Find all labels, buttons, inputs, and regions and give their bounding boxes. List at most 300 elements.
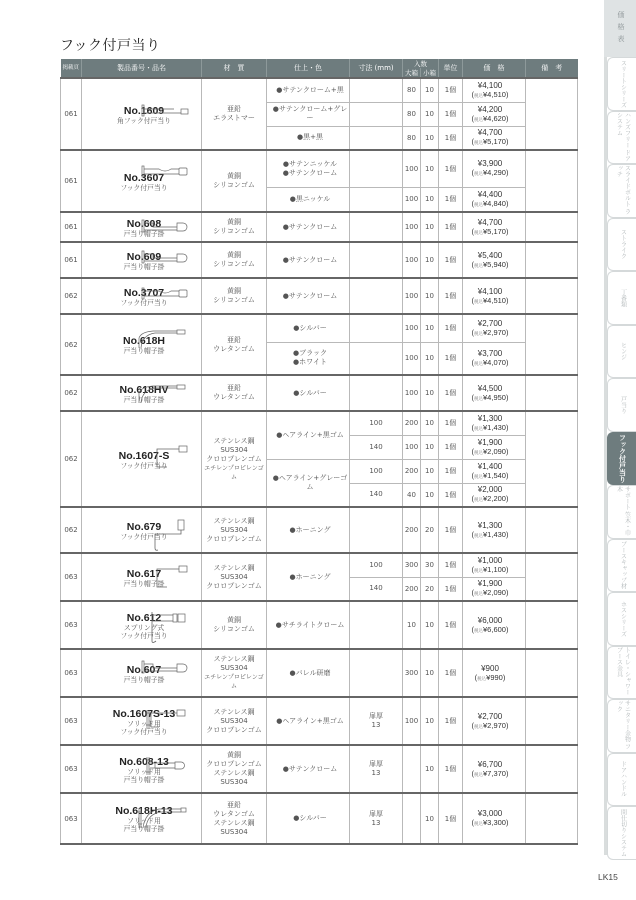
price-with-tax: (税込¥4,840): [471, 198, 509, 208]
tax-price: ¥7,370: [483, 768, 506, 778]
hook-doorstop-icon: [141, 164, 189, 180]
material-cell: [202, 212, 267, 242]
sidebar-tab[interactable]: [607, 592, 636, 646]
qty-large-cell: 80: [403, 126, 421, 150]
qty-large-cell: 100: [403, 187, 421, 212]
qty-large-cell: 200: [403, 459, 421, 483]
tax-label: 税込: [474, 298, 484, 304]
material-line: エチレンプロピレンゴム: [204, 464, 264, 481]
material-line: ステンレス鋼: [213, 769, 255, 777]
finish-line: ●サテンニッケル: [282, 159, 338, 168]
catalog-page: 063: [61, 553, 82, 601]
finish-cell: [267, 745, 350, 793]
price-cell: [463, 342, 526, 375]
unit-cell: 1個: [439, 212, 463, 242]
page-title: フック付戸当り: [60, 38, 161, 54]
finish-cell: [267, 553, 350, 601]
material-cell: [202, 507, 267, 553]
material-line: 亜鉛: [227, 335, 241, 344]
table-row: [61, 375, 578, 411]
tax-price: ¥4,290: [483, 168, 506, 178]
price: ¥6,700: [477, 759, 503, 769]
material-line: SUS304: [220, 778, 248, 786]
product-cell: [82, 375, 202, 411]
catalog-page: 063: [61, 745, 82, 793]
sidebar-tab-label: ヒンジ: [619, 342, 627, 361]
size-cell: [350, 342, 403, 375]
price-with-tax: (税込¥1,430): [471, 529, 509, 539]
price-cell: [463, 459, 526, 483]
price-cell: [463, 649, 526, 697]
price: ¥6,000: [477, 615, 503, 625]
finish-cell: [267, 187, 350, 212]
product-cell: [82, 697, 202, 745]
sidebar-tab-label: ドアハンドル: [619, 761, 627, 798]
qty-large-cell: [403, 793, 421, 844]
table-header: [61, 59, 578, 78]
material-line: シリコンゴム: [213, 625, 255, 633]
hat-hook-doorstop-icon: [141, 219, 189, 235]
finish-line: ●ホワイト: [293, 358, 327, 367]
size-cell: 扉厚 13: [350, 697, 403, 745]
unit-cell: 1個: [439, 375, 463, 411]
qty-small-cell: 10: [421, 242, 439, 278]
price-with-tax: (税込¥2,200): [471, 494, 509, 504]
product-name: フック付戸当り: [120, 631, 168, 640]
product-group: [61, 601, 578, 649]
c-hook-doorstop-icon: [149, 564, 189, 592]
material-line: SUS304: [220, 445, 248, 454]
product-number: No.618HV: [119, 383, 169, 396]
material-line: ステンレス鋼: [213, 818, 255, 827]
price: ¥3,900: [477, 159, 503, 169]
sidebar-tab[interactable]: [607, 753, 636, 807]
sidebar-tab[interactable]: [607, 218, 636, 272]
unit-cell: 1個: [439, 507, 463, 553]
finish-line: ●サテンクローム: [282, 291, 338, 300]
material-line: SUS304: [220, 716, 248, 725]
qty-large-cell: 100: [403, 342, 421, 375]
catalog-page: 061: [61, 78, 82, 150]
size-cell: [350, 314, 403, 342]
tax-label: 税込: [474, 171, 484, 177]
notes-cell: [526, 793, 578, 844]
sidebar-tab[interactable]: [607, 699, 636, 753]
product-group: [61, 411, 578, 507]
material-line: ステンレス鋼: [213, 655, 255, 663]
price: ¥900: [481, 663, 499, 673]
finish-cell: [267, 697, 350, 745]
unit-cell: 1個: [439, 649, 463, 697]
notes-cell: [526, 601, 578, 649]
qty-large-cell: 100: [403, 435, 421, 459]
table-row: [61, 411, 578, 435]
header-material: 材 質: [202, 59, 267, 78]
tax-label: 税込: [474, 723, 484, 729]
material-line: SUS304: [220, 664, 248, 672]
finish-cell: [267, 278, 350, 314]
unit-cell: 1個: [439, 102, 463, 126]
material-line: シリコンゴム: [213, 227, 255, 235]
qty-small-cell: 10: [421, 212, 439, 242]
price: ¥3,700: [477, 348, 503, 358]
product-number: No.617: [126, 567, 162, 580]
tax-price: ¥5,940: [483, 259, 506, 269]
qty-large-cell: 10: [403, 601, 421, 649]
finish-line: ●サテンクローム+グレー: [272, 105, 348, 122]
material-line: 黄銅: [227, 251, 241, 259]
product-number: No.607: [126, 663, 162, 676]
material-cell: [202, 649, 267, 697]
price-cell: [463, 745, 526, 793]
tax-price: ¥4,070: [483, 357, 506, 367]
size-cell: [350, 507, 403, 553]
unit-cell: 1個: [439, 745, 463, 793]
price-cell: [463, 483, 526, 507]
finish-line: ●シルバー: [293, 323, 327, 332]
notes-cell: [526, 212, 578, 242]
material-cell: [202, 150, 267, 212]
tax-label: 税込: [474, 116, 484, 122]
size-cell: [350, 126, 403, 150]
catalog-page: 062: [61, 375, 82, 411]
qty-large-cell: 200: [403, 507, 421, 553]
sidebar-tab[interactable]: [607, 57, 636, 111]
price-with-tax: (税込¥4,510): [471, 89, 509, 99]
table-row: [61, 150, 578, 187]
header-page: 掲載頁: [61, 59, 82, 78]
table-row: [61, 78, 578, 102]
sidebar-tab-label: トイレ・シャワー ブース金具: [615, 646, 631, 695]
sidebar-tab[interactable]: [607, 164, 636, 218]
tax-label: 税込: [474, 201, 484, 207]
product-name: 戸当り帽子掛: [123, 395, 165, 404]
table-row: [61, 278, 578, 314]
sidebar-header-label: 価格表: [617, 10, 625, 47]
notes-cell: [526, 697, 578, 745]
sidebar-tab[interactable]: [607, 806, 636, 860]
hook-doorstop-icon: [141, 286, 189, 302]
product-name: ソリッド用: [127, 719, 161, 728]
material-line: ステンレス鋼: [213, 516, 255, 525]
qty-small-cell: 20: [421, 577, 439, 601]
qty-large-cell: 100: [403, 150, 421, 187]
sidebar-tab[interactable]: [607, 646, 636, 700]
product-group: [61, 150, 578, 212]
product-cell: [82, 793, 202, 844]
finish-line: ●サテンクローム: [282, 764, 338, 773]
price-with-tax: (税込¥4,950): [471, 392, 509, 402]
qty-small-cell: 10: [421, 793, 439, 844]
tax-price: ¥1,430: [483, 422, 506, 432]
sidebar-tab[interactable]: [607, 271, 636, 325]
price: ¥4,100: [477, 286, 503, 296]
price: ¥2,700: [477, 318, 503, 328]
price: ¥2,000: [477, 485, 503, 495]
catalog-page: 061: [61, 150, 82, 212]
material-cell: [202, 793, 267, 844]
material-line: シリコンゴム: [213, 181, 255, 189]
finish-line: ●サテンクローム: [282, 255, 338, 264]
unit-cell: 1個: [439, 342, 463, 375]
tax-price: ¥1,100: [483, 564, 506, 574]
material-line: SUS304: [220, 572, 248, 581]
unit-cell: 1個: [439, 278, 463, 314]
finish-cell: [267, 411, 350, 459]
spring-hook-doorstop-icon: [149, 611, 189, 647]
tax-label: 税込: [477, 675, 487, 681]
finish-line: ●黒+黒: [297, 133, 323, 142]
header-qty-large: 大箱: [403, 68, 421, 78]
price-with-tax: (税込¥4,070): [471, 357, 509, 367]
material-cell: [202, 553, 267, 601]
qty-large-cell: 300: [403, 553, 421, 577]
unit-cell: 1個: [439, 435, 463, 459]
tax-price: ¥6,600: [483, 624, 506, 634]
qty-small-cell: 10: [421, 483, 439, 507]
material-line: ステンレス鋼: [213, 563, 255, 572]
tax-label: 税込: [474, 771, 484, 777]
price: ¥5,400: [477, 250, 503, 260]
product-number: No.612: [126, 611, 162, 624]
tax-label: 税込: [474, 627, 484, 633]
finish-line: ●黒ニッケル: [289, 194, 331, 203]
unit-cell: 1個: [439, 187, 463, 212]
header-product: 製品番号・品名: [82, 59, 202, 78]
unit-cell: 1個: [439, 150, 463, 187]
size-cell: [350, 187, 403, 212]
price-with-tax: (税込¥1,430): [471, 422, 509, 432]
finish-cell: [267, 78, 350, 102]
material-line: クロロプレンゴム: [206, 581, 262, 590]
product-group: [61, 314, 578, 375]
product-number: No.608-13: [119, 755, 169, 768]
product-number: No.679: [126, 520, 162, 533]
product-name: フック付戸当り: [120, 727, 168, 736]
product-group: [61, 793, 578, 844]
header-size: 寸法 (mm): [350, 59, 403, 78]
qty-large-cell: 100: [403, 212, 421, 242]
product-group: [61, 212, 578, 242]
size-cell: [350, 102, 403, 126]
sidebar-tab[interactable]: [607, 432, 636, 486]
size-cell: 100: [350, 553, 403, 577]
finish-cell: [267, 242, 350, 278]
header-notes: 備 考: [526, 59, 578, 78]
tax-label: 税込: [474, 591, 484, 597]
size-cell: [350, 78, 403, 102]
product-group: [61, 649, 578, 697]
finish-cell: [267, 150, 350, 187]
page-number: LK15: [598, 872, 618, 882]
material-line: ウレタンゴム: [213, 344, 255, 353]
product-number: No.3707: [123, 286, 165, 299]
table-row: [61, 793, 578, 844]
material-line: SUS304: [220, 827, 248, 836]
price-with-tax: (税込¥4,290): [471, 168, 509, 178]
tax-label: 税込: [474, 425, 484, 431]
finish-cell: [267, 314, 350, 342]
sidebar-tab[interactable]: [607, 325, 636, 379]
price-cell: [463, 577, 526, 601]
qty-large-cell: 40: [403, 483, 421, 507]
material-line: SUS304: [220, 525, 248, 534]
sidebar-tab-label: ホスシリーズ: [619, 600, 627, 637]
sidebar-tab[interactable]: [607, 111, 636, 165]
price: ¥1,900: [477, 437, 503, 447]
qty-large-cell: 300: [403, 649, 421, 697]
material-cell: [202, 411, 267, 507]
sidebar-tab-label: スライドボルト ラッチ: [615, 165, 631, 215]
catalog-page: 063: [61, 601, 82, 649]
product-group: [61, 78, 578, 150]
unit-cell: 1個: [439, 126, 463, 150]
header-finish: 仕上・色: [267, 59, 350, 78]
catalog-page: 062: [61, 314, 82, 375]
qty-small-cell: 10: [421, 745, 439, 793]
tax-price: ¥5,170: [483, 137, 506, 147]
product-name: 戸当り帽子掛: [123, 775, 165, 784]
tax-label: 税込: [474, 360, 484, 366]
size-cell: [350, 212, 403, 242]
header-qty-small: 小箱: [421, 68, 439, 78]
notes-cell: [526, 150, 578, 212]
qty-small-cell: 10: [421, 411, 439, 435]
price-table: [60, 59, 578, 845]
finish-cell: [267, 126, 350, 150]
finish-cell: [267, 102, 350, 126]
price-cell: [463, 242, 526, 278]
product-name: 角フック付戸当り: [117, 116, 171, 125]
qty-small-cell: 30: [421, 553, 439, 577]
product-group: [61, 507, 578, 553]
sidebar-tab[interactable]: [607, 378, 636, 432]
notes-cell: [526, 649, 578, 697]
price-cell: [463, 102, 526, 126]
price-cell: [463, 187, 526, 212]
price-cell: [463, 126, 526, 150]
qty-small-cell: 10: [421, 342, 439, 375]
tax-price: ¥4,620: [483, 113, 506, 123]
qty-large-cell: 100: [403, 314, 421, 342]
price-cell: [463, 375, 526, 411]
qty-large-cell: 200: [403, 411, 421, 435]
product-cell: [82, 78, 202, 150]
qty-small-cell: 10: [421, 150, 439, 187]
tax-label: 税込: [474, 532, 484, 538]
finish-line: ●ホーニング: [289, 525, 331, 534]
qty-large-cell: 100: [403, 278, 421, 314]
price: ¥4,700: [477, 128, 503, 138]
material-line: 黄銅: [227, 172, 241, 180]
material-cell: [202, 78, 267, 150]
material-line: クロロプレンゴム: [206, 760, 262, 768]
hook-doorstop-square-icon: [141, 103, 189, 119]
tax-price: ¥2,090: [483, 588, 506, 598]
price-with-tax: (税込¥2,090): [471, 588, 509, 598]
material-line: 黄銅: [227, 751, 241, 759]
material-line: エチレンプロピレンゴム: [204, 674, 264, 690]
material-line: ウレタンゴム: [213, 809, 255, 818]
table-row: [61, 507, 578, 553]
product-number: No.609: [126, 250, 162, 263]
price: ¥2,700: [477, 711, 503, 721]
qty-large-cell: 100: [403, 375, 421, 411]
tax-price: ¥2,970: [483, 720, 506, 730]
price-with-tax: (税込¥5,940): [471, 259, 509, 269]
material-line: 黄銅: [227, 218, 241, 226]
catalog-page: 062: [61, 278, 82, 314]
sidebar-tab-label: サポート 笠木・巾木: [615, 486, 631, 536]
unit-cell: 1個: [439, 553, 463, 577]
size-cell: [350, 375, 403, 411]
qty-small-cell: 10: [421, 126, 439, 150]
catalog-page: 062: [61, 411, 82, 507]
price-with-tax: (税込¥990): [474, 672, 506, 682]
header-unit: 単位: [439, 59, 463, 78]
product-group: [61, 553, 578, 601]
product-cell: [82, 242, 202, 278]
price-with-tax: (税込¥1,540): [471, 470, 509, 480]
product-name: 戸当り帽子掛: [123, 825, 165, 833]
tax-label: 税込: [474, 92, 484, 98]
material-line: ステンレス鋼: [213, 436, 255, 445]
tax-price: ¥990: [486, 672, 503, 682]
price: ¥4,100: [477, 80, 503, 90]
product-number: No.618H-13: [115, 805, 173, 817]
finish-cell: [267, 375, 350, 411]
material-cell: [202, 601, 267, 649]
tax-price: ¥4,840: [483, 198, 506, 208]
product-group: [61, 278, 578, 314]
price-with-tax: (税込¥2,970): [471, 327, 509, 337]
catalog-page: 062: [61, 507, 82, 553]
price: ¥1,300: [477, 413, 503, 423]
sidebar-tab-label: ストライク: [619, 229, 627, 260]
qty-small-cell: 10: [421, 278, 439, 314]
notes-cell: [526, 507, 578, 553]
price-cell: [463, 278, 526, 314]
price-with-tax: (税込¥7,370): [471, 768, 509, 778]
product-number: No.1607-S: [118, 449, 170, 462]
size-cell: [350, 150, 403, 187]
finish-line: ●ホーニング: [289, 572, 331, 581]
notes-cell: [526, 745, 578, 793]
product-name: フック付戸当り: [120, 461, 168, 470]
size-cell: 140: [350, 483, 403, 507]
product-name: ソリッド用: [127, 817, 161, 825]
finish-line: ●サチライトクローム: [275, 620, 345, 629]
hat-hook-doorstop-icon: [141, 250, 189, 266]
table-row: [61, 553, 578, 577]
qty-large-cell: 100: [403, 697, 421, 745]
sidebar-header: [604, 0, 636, 57]
product-group: [61, 697, 578, 745]
qty-small-cell: 10: [421, 187, 439, 212]
material-line: エラストマー: [213, 114, 255, 122]
finish-line: ●ブラック: [293, 349, 327, 358]
product-name: ソリッド用: [127, 767, 161, 776]
material-cell: [202, 375, 267, 411]
sidebar-tab[interactable]: [607, 539, 636, 593]
sidebar-tab-label: サニタリー金物 フック: [615, 700, 631, 750]
material-line: クロロプレンゴム: [206, 725, 262, 734]
tax-price: ¥2,970: [483, 327, 506, 337]
product-name: フック付戸当り: [120, 532, 168, 541]
tax-label: 税込: [474, 229, 484, 235]
sidebar-tab[interactable]: [607, 485, 636, 539]
material-line: ウレタンゴム: [213, 393, 255, 401]
